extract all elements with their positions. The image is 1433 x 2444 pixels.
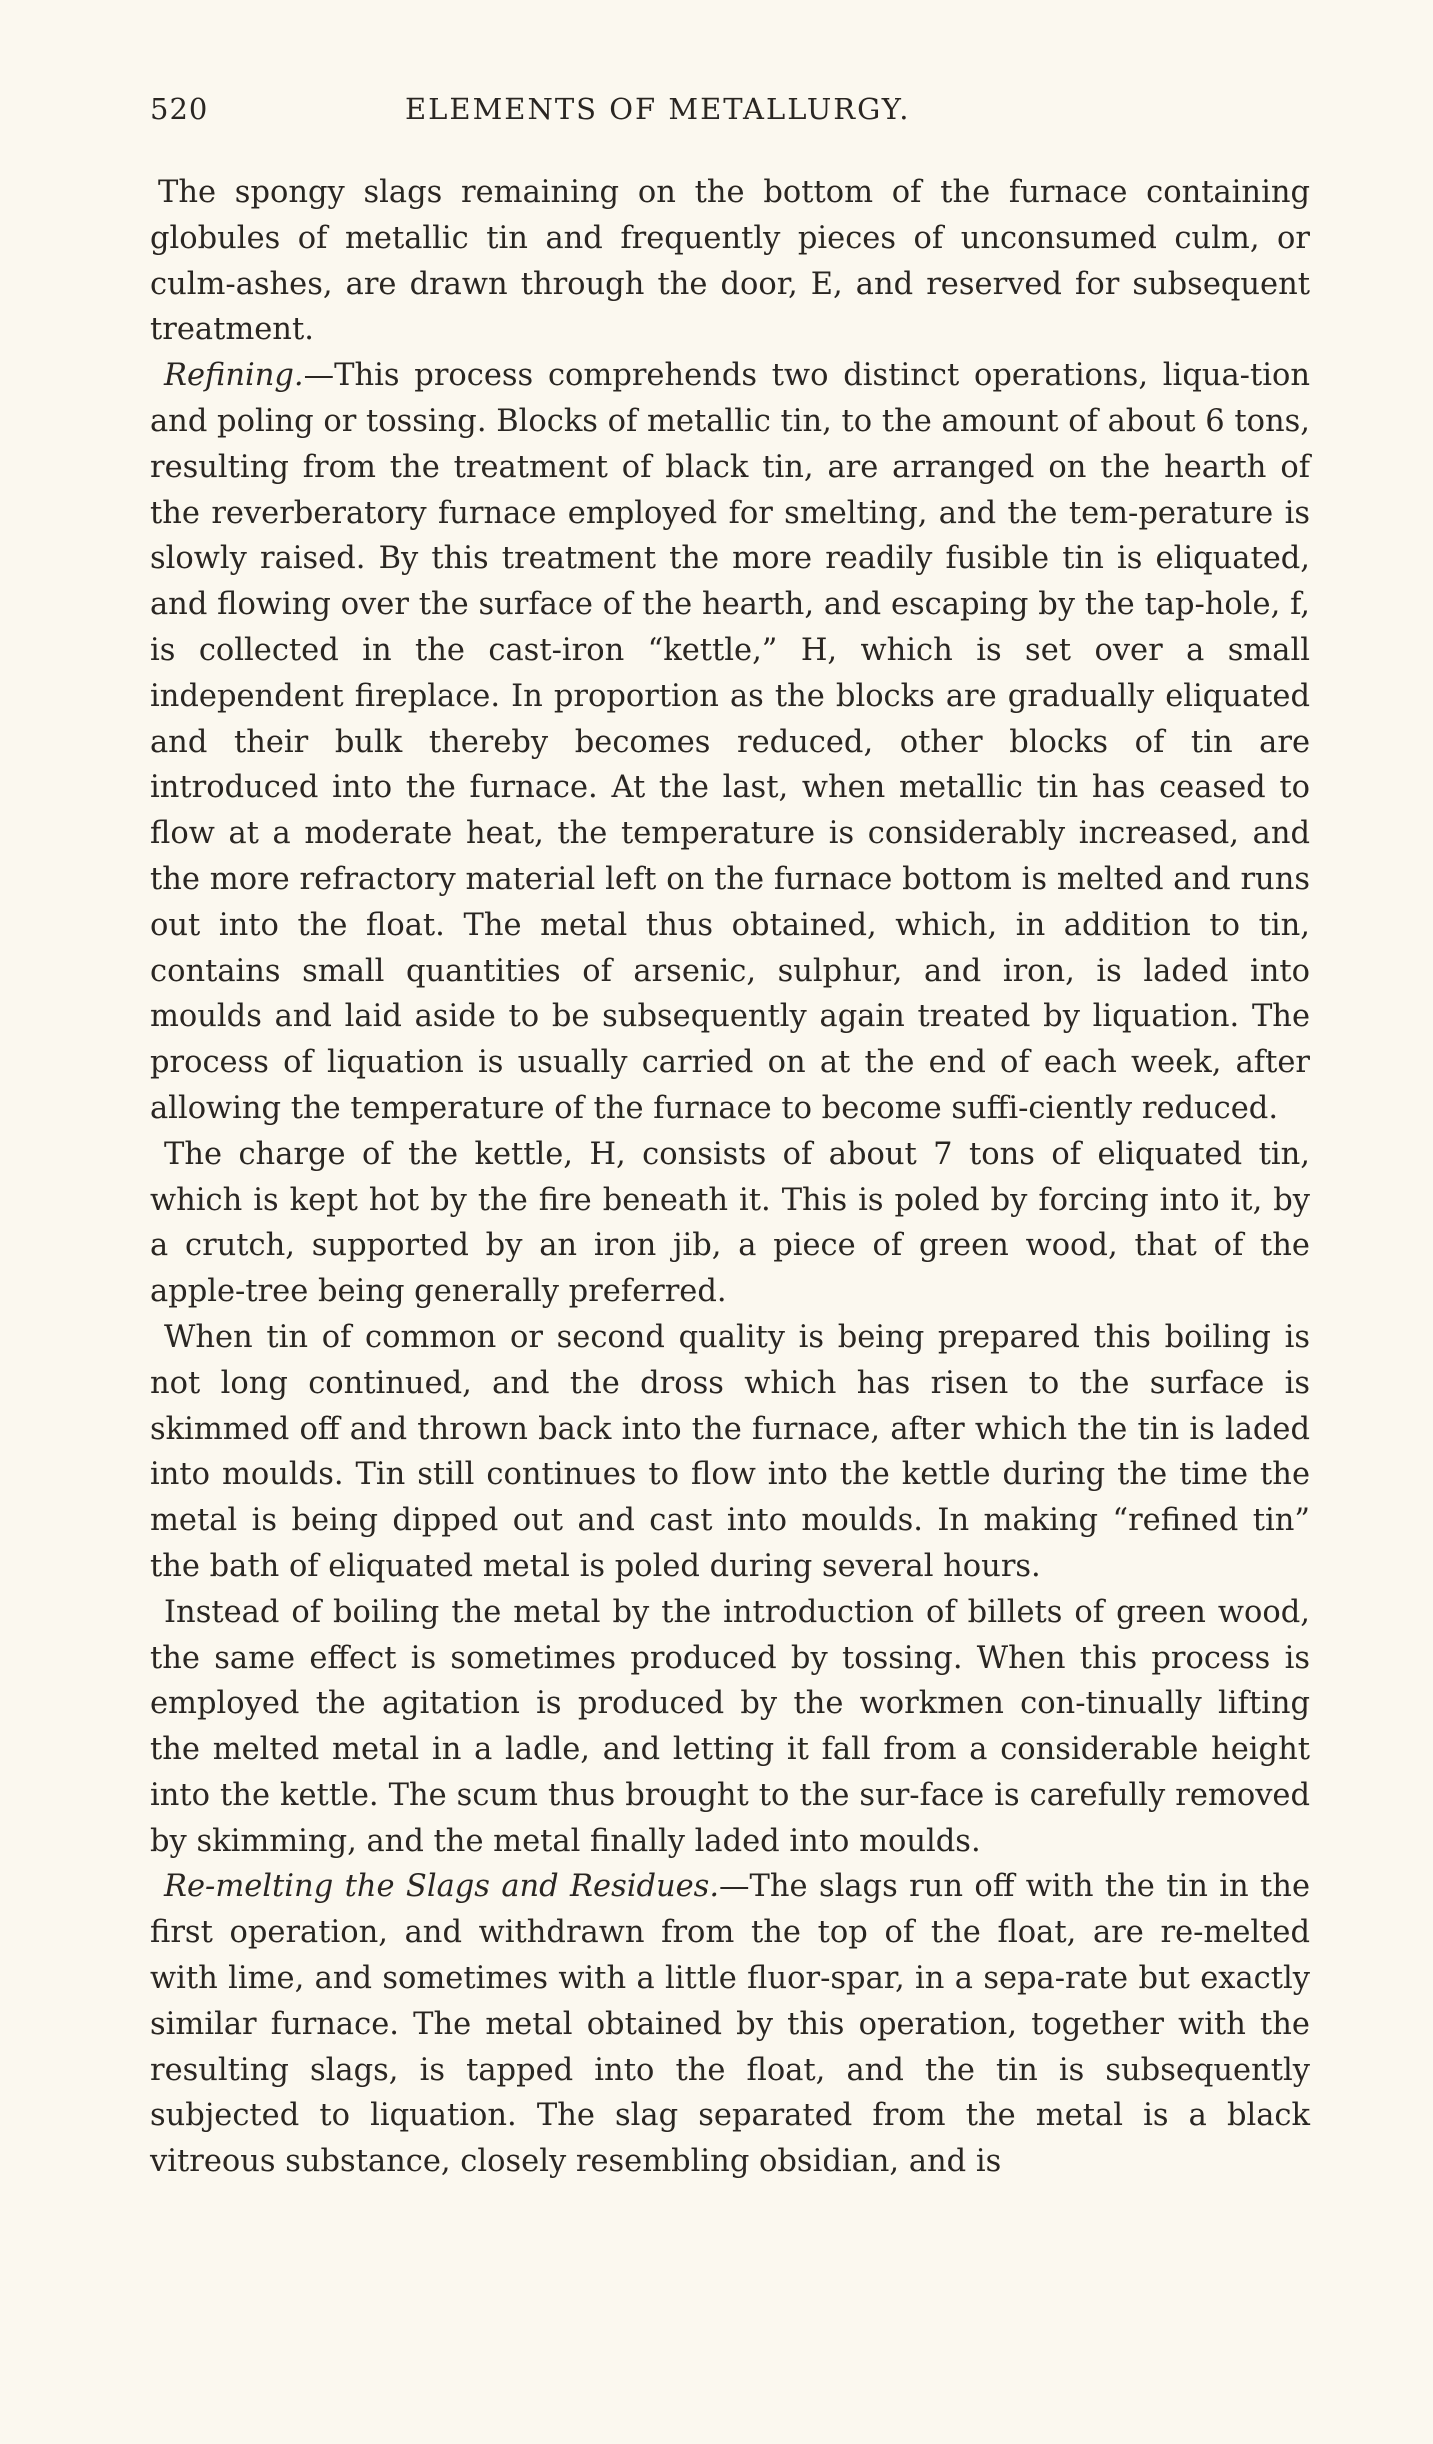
section-heading-remelting: Re-melting the Slags and Residues. — [164, 1869, 720, 1905]
paragraph-tossing — [150, 1590, 1310, 1865]
paragraph-kettle-charge — [150, 1132, 1310, 1315]
paragraph-text: —The slags run off with the tin in the first operation, and withdrawn from the top of the float, are re-melted with lime, and sometimes with a little fluor-spar, in a sepa-rate but exactly similar furnace. The metal obtained by this operation, together with the resulting slags, is tapped into the float, and the tin is subsequently subjected to liquation. The slag separated from the metal is a black vitreous substance, closely resembling obsidian, and is — [150, 1869, 1310, 2180]
paragraph-text: When tin of common or second quality is being prepared this boiling is not long continued, and the dross which has risen to the surface is skimmed off and thrown back into the furnace, after which the tin is laded into moulds. Tin still continues to flow into the kettle during the time the metal is being dipped out and cast into moulds. In making “refined tin” the bath of eliquated metal is poled during several hours. — [150, 1319, 1310, 1584]
body-text — [150, 170, 1310, 2185]
paragraph-remelting — [150, 1864, 1310, 2185]
paragraph-refining — [150, 353, 1310, 1132]
running-header — [150, 92, 1310, 142]
paragraph-spongy-slags — [150, 170, 1310, 353]
running-title: ELEMENTS OF METALLURGY. — [405, 92, 911, 126]
paragraph-text: —This process comprehends two distinct operations, liqua-tion and poling or tossing. Blocks of metallic tin, to the amount of about 6 tons, resulting from the treatment of black tin, are arranged on the hearth of the reverberatory furnace employed for smelting, and the tem-perature is slowly raised. By this treatment the more readily fusible tin is eliquated, and flowing over the surface of the hearth, and escaping by the tap-hole, f, is collected in the cast-iron “kettle,” H, which is set over a small independent fireplace. In proportion as the blocks are gradually eliquated and their bulk thereby becomes reduced, other blocks of tin are introduced into the furnace. At the last, when metallic tin has ceased to flow at a moderate heat, the temperature is considerably increased, and the more refractory material left on the furnace bottom is melted and runs out into the float. The metal thus obtained, which, in addition to tin, contains small quantities of arsenic, sulphur, and iron, is laded into moulds and laid aside to be subsequently again treated by liquation. The process of liquation is usually carried on at the end of each week, after allowing the temperature of the furnace to become suffi-ciently reduced. — [150, 358, 1310, 1126]
paragraph-text: The charge of the kettle, H, consists of about 7 tons of eliquated tin, which is kept hot by the fire beneath it. This is poled by forcing into it, by a crutch, supported by an iron jib, a piece of green wood, that of the apple-tree being generally preferred. — [150, 1136, 1310, 1310]
page-number: 520 — [150, 92, 209, 126]
paragraph-text: The spongy slags remaining on the bottom of the furnace containing globules of metallic tin and frequently pieces of unconsumed culm, or culm-ashes, are drawn through the door, E, and reserved for subsequent treatment. — [150, 175, 1310, 348]
paragraph-common-tin — [150, 1315, 1310, 1590]
section-heading-refining: Refining. — [164, 358, 304, 394]
paragraph-text: Instead of boiling the metal by the introduction of billets of green wood, the same effect is sometimes produced by tossing. When this process is employed the agitation is produced by the workmen con-tinually lifting the melted metal in a ladle, and letting it fall from a considerable height into the kettle. The scum thus brought to the sur-face is carefully removed by skimming, and the metal finally laded into moulds. — [150, 1594, 1310, 1859]
